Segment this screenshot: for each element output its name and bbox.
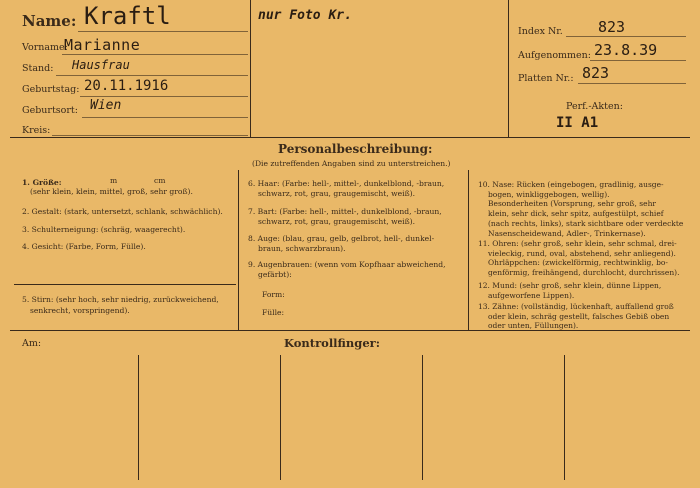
section-subtitle: (Die zutreffenden Angaben sind zu unterstreichen.) <box>252 159 451 168</box>
groesse-label: 1. Größe: <box>22 178 62 187</box>
finger-divider-2 <box>280 355 281 480</box>
index-label: Index Nr. <box>518 26 563 37</box>
geburtstag-value: 20.11.1916 <box>84 78 169 94</box>
perf-akten-value: II A1 <box>556 115 599 131</box>
fuelle-label: Fülle: <box>262 308 285 317</box>
name-label: Name: <box>22 12 77 30</box>
stand-label: Stand: <box>22 63 54 74</box>
vorname-value: Marianne <box>64 36 141 54</box>
nase-line: Besonderheiten (Vorsprung, sehr groß, sehr <box>488 199 656 209</box>
gesicht-line: 4. Gesicht: (Farbe, Form, Fülle). <box>22 242 146 251</box>
zaehne-line: 13. Zähne: (vollständig, lückenhaft, auffallend groß <box>478 302 674 311</box>
aufgenommen-label: Aufgenommen: <box>518 50 591 61</box>
vorname-label: Vorname: <box>22 42 68 53</box>
nase-line: (nach rechts, links), stark sichtbare oder verdeckte <box>488 218 684 228</box>
kontrollfinger-label: Kontrollfinger: <box>284 336 380 350</box>
geburtsort-value: Wien <box>90 98 122 113</box>
index-underline <box>566 36 686 37</box>
name-underline <box>78 31 248 32</box>
mund-line: aufgeworfene Lippen). <box>488 290 575 300</box>
groesse-unit-cm: cm <box>154 176 166 185</box>
ohren-line: vieleckig, rund, oval, abstehend, sehr anliegend). <box>488 248 676 258</box>
stirn-line-2: senkrecht, vorspringend). <box>30 306 130 315</box>
col1-separator <box>14 284 236 285</box>
ohren-line: Ohrläppchen: (zwickelförmig, rechtwinklig, bo- <box>488 258 668 268</box>
nase-line: klein, sehr dick, sehr spitz, aufgestülpt, schief <box>488 209 664 219</box>
geburtstag-label: Geburtstag: <box>22 84 80 95</box>
ohren-line: 11. Ohren: (sehr groß, sehr klein, sehr schmal, drei- <box>478 239 677 248</box>
mund-block <box>478 281 661 300</box>
nase-line: bogen, winkliggebogen, wellig). <box>488 189 610 199</box>
header-bottom-rule <box>10 137 690 138</box>
geburtsort-underline <box>82 117 248 118</box>
kreis-underline <box>52 135 248 136</box>
stirn-line-1: 5. Stirn: (sehr hoch, sehr niedrig, zurückweichend, <box>22 295 219 304</box>
finger-divider-4 <box>564 355 565 480</box>
groesse-unit-m: m <box>110 176 118 185</box>
geburtstag-underline <box>80 96 248 97</box>
ohren-line: genförmig, freihängend, durchlocht, durchrissen). <box>488 268 680 278</box>
section-title: Personalbeschreibung: <box>278 142 433 156</box>
perf-akten-label: Perf.-Akten: <box>566 101 623 112</box>
zaehne-line: oder unten, Füllungen). <box>488 321 579 331</box>
nase-line: 10. Nase: Rücken (eingebogen, gradlinig, ausge- <box>478 180 664 189</box>
gestalt-line: 2. Gestalt: (stark, untersetzt, schlank, schwächlich). <box>22 207 223 216</box>
platten-label: Platten Nr.: <box>518 73 574 84</box>
zaehne-line: oder klein, schräg gestellt, falsches Gebiß oben <box>488 311 670 321</box>
brauen-line-2: gefärbt): <box>258 270 292 279</box>
haar-line-2: schwarz, rot, grau, graugemischt, weiß). <box>258 189 416 198</box>
section-divider-left <box>238 170 239 330</box>
name-value: Kraftl <box>84 2 171 30</box>
platten-underline <box>578 83 686 84</box>
finger-divider-3 <box>422 355 423 480</box>
mund-line: 12. Mund: (sehr groß, sehr klein, dünne Lippen, <box>478 281 662 290</box>
zaehne-block <box>478 302 674 331</box>
stand-underline <box>56 75 248 76</box>
vorname-underline <box>62 54 248 55</box>
platten-value: 823 <box>582 64 610 82</box>
auge-line-1: 8. Auge: (blau, grau, gelb, gelbrot, hell-, dunkel- <box>248 234 435 243</box>
stand-value: Hausfrau <box>72 58 130 72</box>
handwritten-note: nur Foto Kr. <box>258 8 352 23</box>
aufgenommen-value: 23.8.39 <box>594 41 658 59</box>
auge-line-2: braun, schwarzbraun). <box>258 244 346 253</box>
bart-line-2: schwarz, rot, grau, graugemischt, weiß). <box>258 217 416 226</box>
aufgenommen-underline <box>590 60 686 61</box>
section-divider-right <box>468 170 469 330</box>
haar-line-1: 6. Haar: (Farbe: hell-, mittel-, dunkelblond, -braun, <box>248 179 445 188</box>
am-label: Am: <box>22 338 42 349</box>
bart-line-1: 7. Bart: (Farbe: hell-, mittel-, dunkelblond, -braun, <box>248 207 442 216</box>
finger-divider-1 <box>138 355 139 480</box>
nase-line: Nasenscheidewand, Adler-, Trinkernase). <box>488 228 646 238</box>
header-divider-right <box>508 0 509 137</box>
groesse-text: (sehr klein, klein, mittel, groß, sehr groß). <box>30 187 193 196</box>
nase-block <box>478 180 683 238</box>
brauen-line-1: 9. Augenbrauen: (wenn vom Kopfhaar abweichend, <box>248 260 446 269</box>
ohren-block <box>478 239 679 278</box>
geburtsort-label: Geburtsort: <box>22 105 78 116</box>
kreis-label: Kreis: <box>22 125 51 136</box>
form-label: Form: <box>262 290 285 299</box>
schulter-line: 3. Schulterneigung: (schräg, waagerecht). <box>22 225 186 234</box>
index-value: 823 <box>598 18 626 36</box>
header-divider-left <box>250 0 251 137</box>
